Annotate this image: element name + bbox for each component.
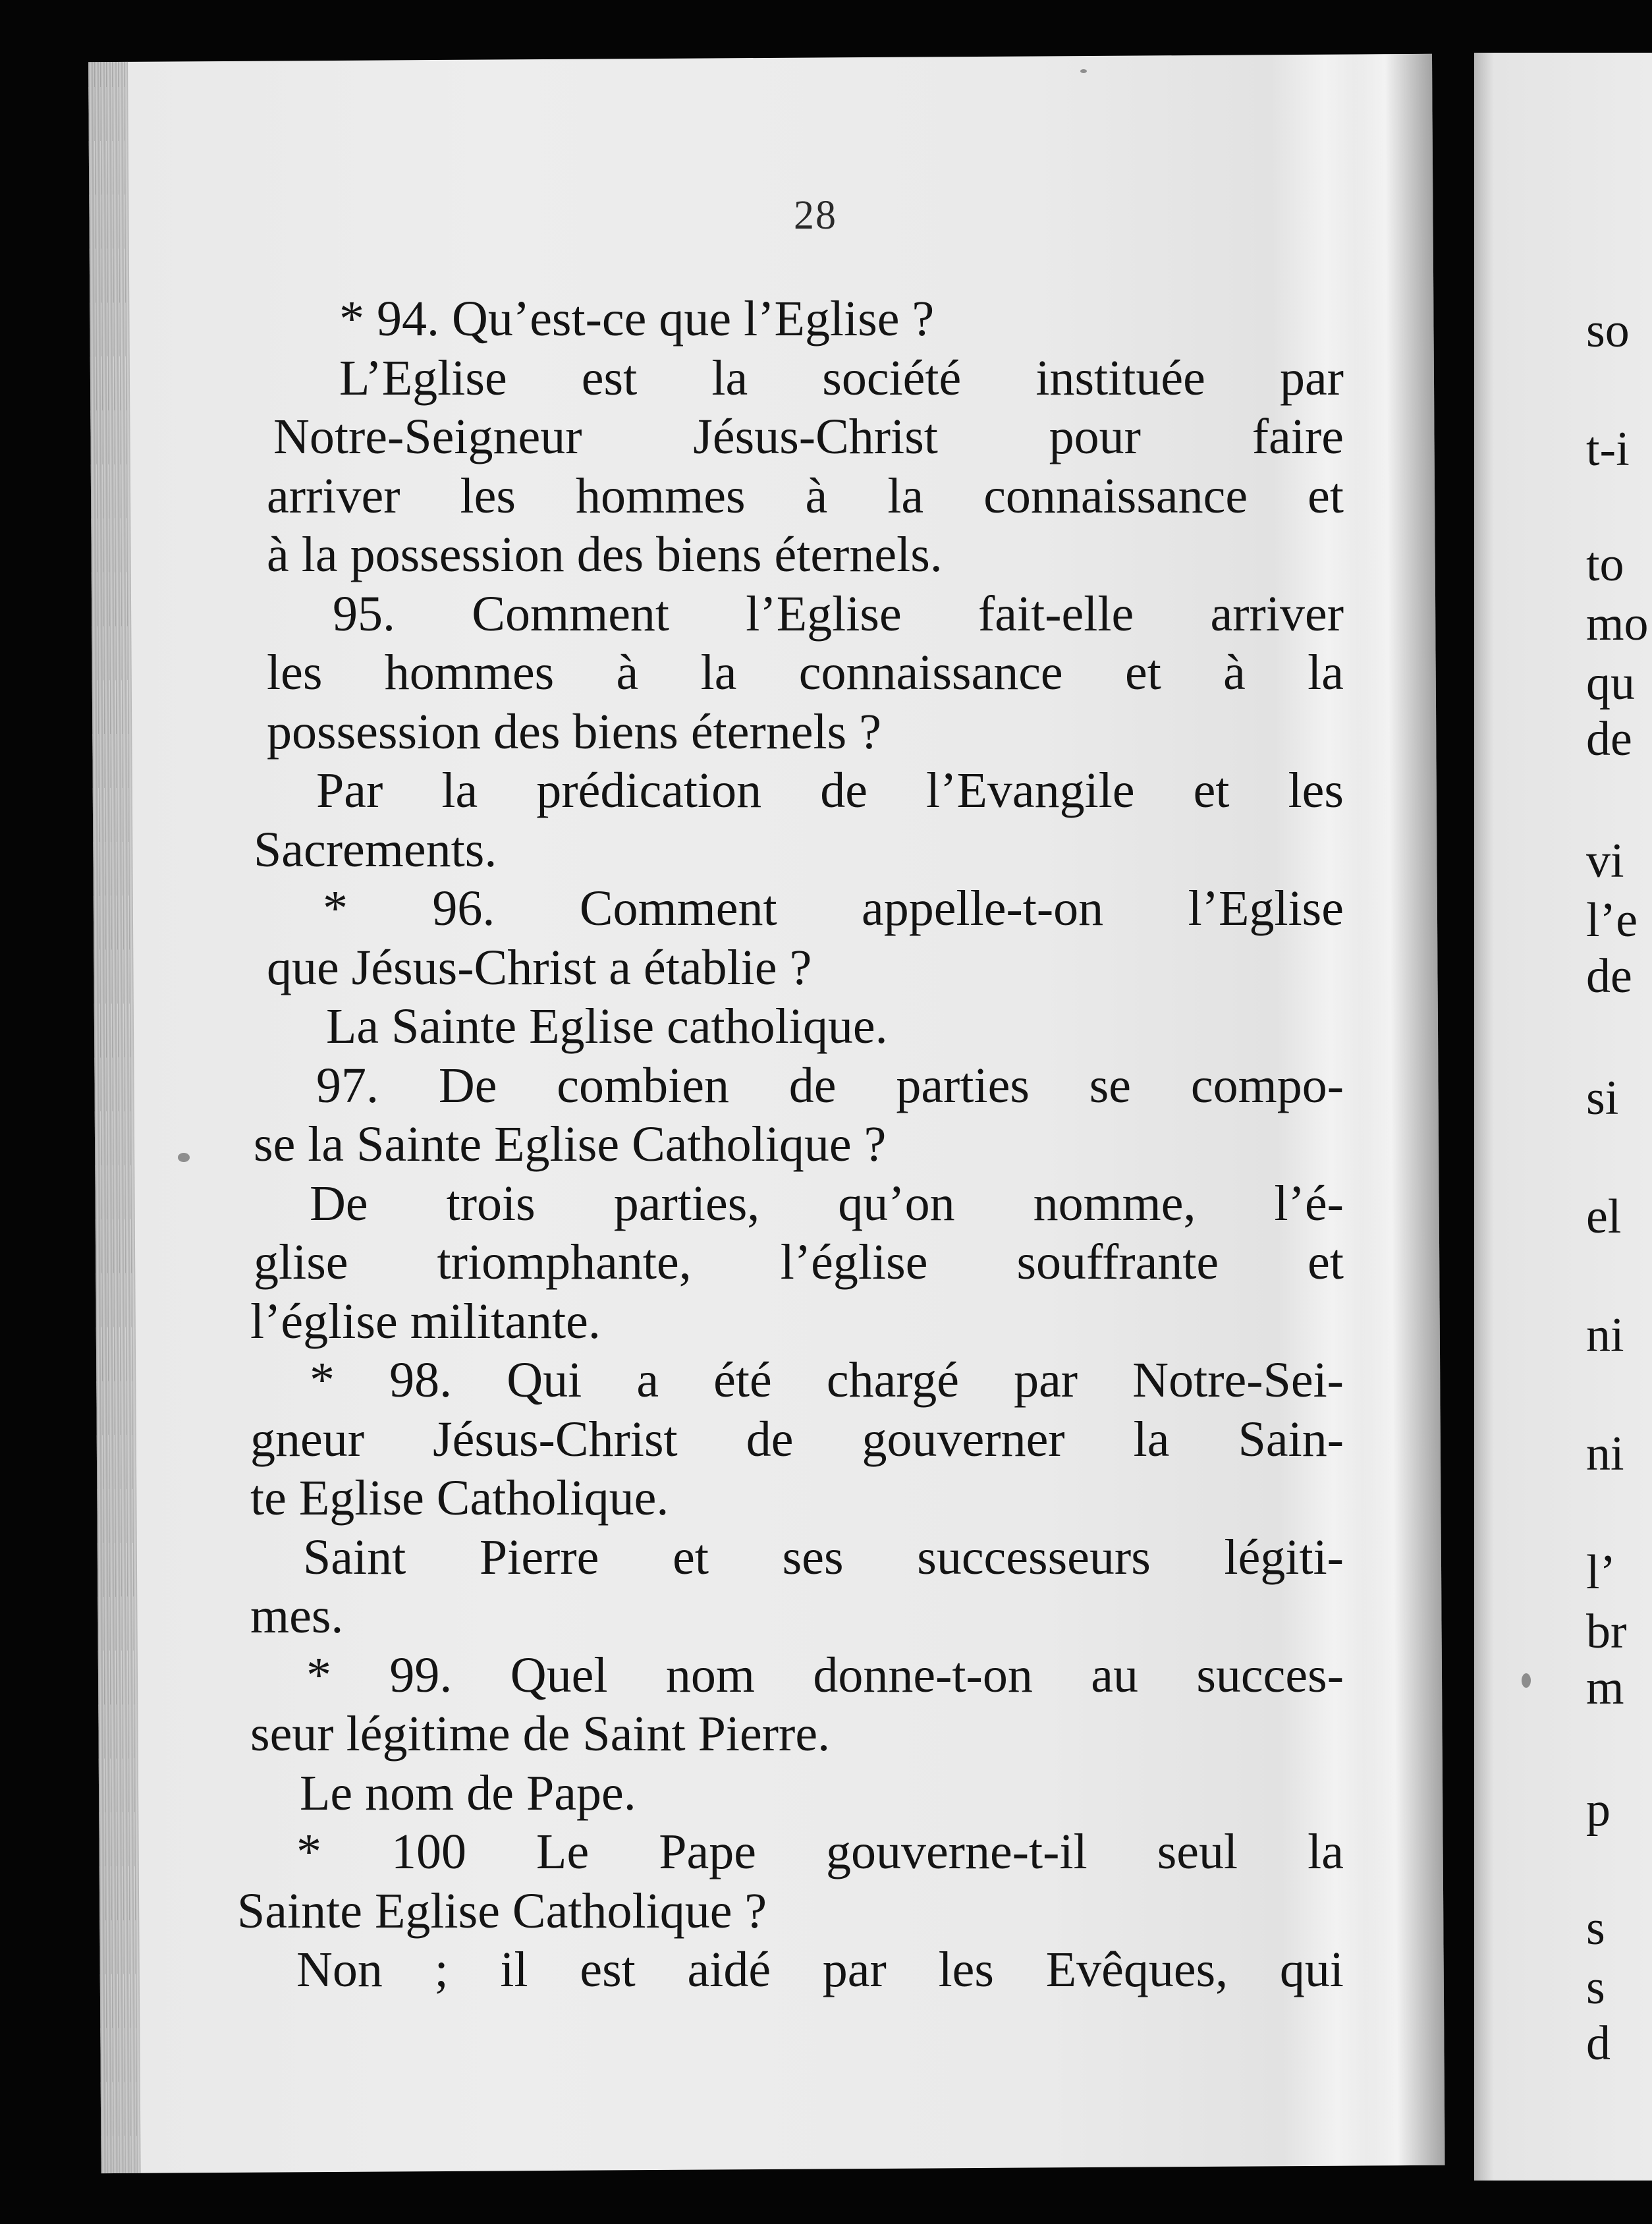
right-page-fragment: s: [1586, 1960, 1605, 2015]
dust-speck: [178, 1153, 190, 1162]
right-page-fragment: si: [1586, 1071, 1619, 1125]
text-line: * 100 Le Pape gouverne-t-il seul la: [296, 1824, 1344, 1879]
right-page-fragment: mo: [1586, 597, 1649, 651]
right-page-fragment: de: [1586, 949, 1632, 1003]
page-gutter: [1353, 54, 1445, 2166]
text-line: Sainte Eglise Catholique ?: [237, 1883, 767, 1939]
text-line: * 99. Quel nom donne-t-on au succes-: [306, 1647, 1344, 1703]
text-line: seur légitime de Saint Pierre.: [250, 1706, 831, 1762]
text-line: La Sainte Eglise catholique.: [326, 999, 888, 1054]
text-line: possession des biens éternels ?: [267, 704, 881, 760]
right-page-fragment: so: [1586, 304, 1630, 358]
text-line: Le nom de Pape.: [300, 1765, 636, 1821]
dust-speck: [1080, 69, 1087, 73]
right-page: [1474, 53, 1652, 2181]
dust-speck: [1522, 1673, 1531, 1688]
right-page-fragment: de: [1586, 712, 1632, 766]
text-line: mes.: [250, 1588, 344, 1644]
catechism-text: [237, 290, 1344, 2000]
text-line: Saint Pierre et ses successeurs légiti-: [303, 1529, 1344, 1585]
text-line: Sacrements.: [254, 821, 497, 877]
right-page-fragment: p: [1586, 1783, 1611, 1837]
page-edge-stack: [88, 62, 141, 2173]
right-page-fragment: l’e: [1586, 893, 1638, 947]
text-line: Par la prédication de l’Evangile et les: [316, 763, 1344, 818]
text-line: glise triomphante, l’église souffrante et: [254, 1235, 1344, 1290]
text-line: 97. De combien de parties se compo-: [316, 1057, 1344, 1113]
right-page-fragment: l’: [1586, 1545, 1616, 1599]
right-page-fragment: t-i: [1586, 422, 1630, 476]
text-line: arriver les hommes à la connaissance et: [267, 468, 1344, 524]
text-line: * 94. Qu’est-ce que l’Eglise ?: [339, 291, 935, 347]
right-page-fragment: m: [1586, 1661, 1624, 1715]
text-line: à la possession des biens éternels.: [267, 527, 943, 582]
right-page-fragment: br: [1586, 1605, 1627, 1659]
text-line: se la Sainte Eglise Catholique ?: [254, 1117, 887, 1172]
text-line: Non ; il est aidé par les Evêques, qui: [296, 1942, 1344, 1997]
text-line: l’église militante.: [250, 1293, 601, 1349]
text-line: 95. Comment l’Eglise fait-elle arriver: [333, 586, 1344, 642]
text-line: les hommes à la connaissance et à la: [267, 645, 1344, 700]
right-page-fragment: ni: [1586, 1427, 1624, 1481]
text-line: De trois parties, qu’on nomme, l’é-: [310, 1175, 1344, 1231]
text-line: L’Eglise est la société instituée par: [339, 350, 1344, 406]
text-line: que Jésus-Christ a établie ?: [267, 939, 812, 995]
text-line: * 98. Qui a été chargé par Notre-Sei-: [310, 1352, 1344, 1408]
text-line: * 96. Comment appelle-t-on l’Eglise: [323, 881, 1344, 936]
text-line: Notre-Seigneur Jésus-Christ pour faire: [273, 409, 1344, 464]
page-number: 28: [794, 193, 837, 238]
text-line: gneur Jésus-Christ de gouverner la Sain-: [250, 1411, 1344, 1467]
right-page-fragment: qu: [1586, 656, 1635, 710]
right-page-fragment: d: [1586, 2016, 1611, 2071]
right-page-fragment: el: [1586, 1190, 1622, 1244]
right-page-fragment: ni: [1586, 1308, 1624, 1362]
right-page-fragment: vi: [1586, 834, 1624, 888]
right-page-fragment: to: [1586, 538, 1624, 592]
right-page-fragment: s: [1586, 1901, 1605, 1955]
text-line: te Eglise Catholique.: [250, 1470, 669, 1526]
